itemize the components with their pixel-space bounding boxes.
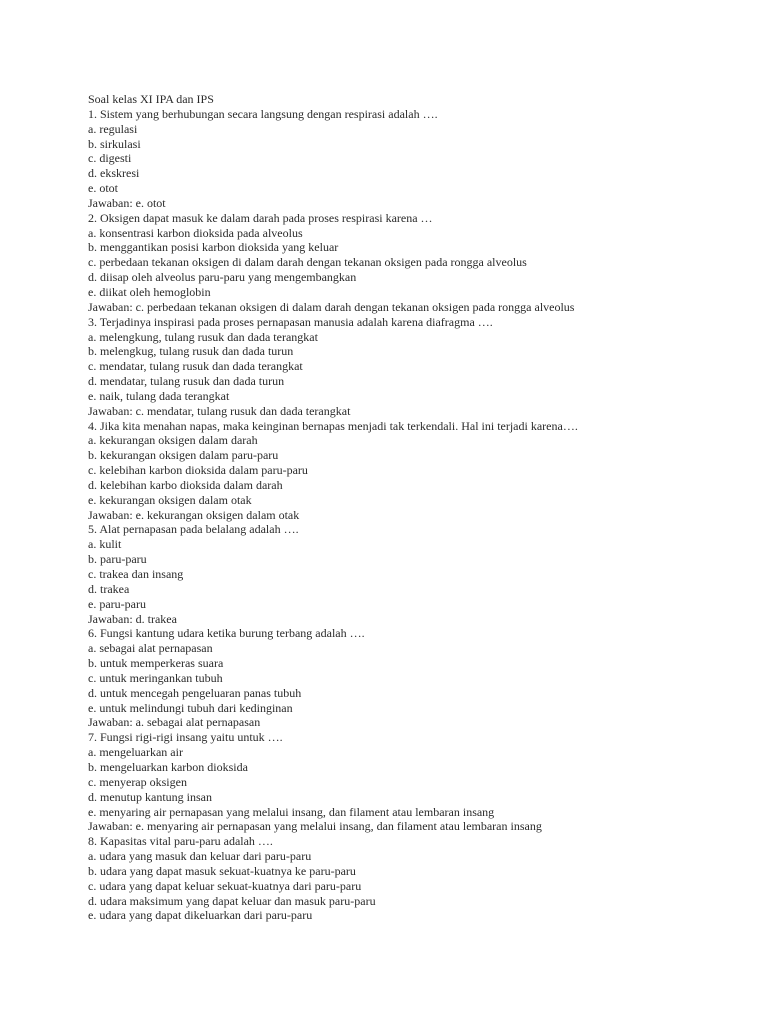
option-6e: e. untuk melindungi tubuh dari kedinginan [88, 700, 293, 715]
option-4d: d. kelebihan karbo dioksida dalam darah [88, 477, 283, 492]
option-6d: d. untuk mencegah pengeluaran panas tubuh [88, 685, 302, 700]
option-5a: a. kulit [88, 537, 122, 552]
option-7b: b. mengeluarkan karbon dioksida [88, 759, 248, 774]
option-5d: d. trakea [88, 581, 130, 596]
question-8: 8. Kapasitas vital paru-paru adalah …. [88, 834, 273, 849]
option-8d: d. udara maksimum yang dapat keluar dan masuk paru-paru [88, 893, 376, 908]
option-5c: c. trakea dan insang [88, 567, 184, 581]
question-6: 6. Fungsi kantung udara ketika burung terbang adalah …. [88, 626, 365, 641]
option-3e: e. naik, tulang dada terangkat [88, 388, 230, 403]
option-8b: b. udara yang dapat masuk sekuat-kuatnya ke paru-paru [88, 863, 356, 878]
option-3c: c. mendatar, tulang rusuk dan dada terangkat [88, 359, 303, 374]
document-title: Soal kelas XI IPA dan IPS [88, 92, 214, 106]
option-6c: c. untuk meringankan tubuh [88, 670, 223, 685]
option-2d: d. diisap oleh alveolus paru-paru yang mengembangkan [88, 270, 357, 285]
question-7: 7. Fungsi rigi-rigi insang yaitu untuk …. [88, 730, 283, 745]
option-3d: d. mendatar, tulang rusuk dan dada turun [88, 374, 285, 389]
option-8a: a. udara yang masuk dan keluar dari paru-paru [88, 849, 312, 864]
option-3a: a. melengkung, tulang rusuk dan dada terangkat [88, 329, 318, 344]
option-7a: a. mengeluarkan air [88, 745, 183, 760]
answer-1: Jawaban: e. otot [88, 195, 166, 210]
document-page [88, 92, 748, 923]
option-1e: e. otot [88, 181, 118, 196]
option-2e: e. diikat oleh hemoglobin [88, 284, 211, 299]
option-7c: c. menyerap oksigen [88, 774, 187, 789]
answer-3: Jawaban: c. mendatar, tulang rusuk dan dada terangkat [88, 403, 351, 418]
option-1b: b. sirkulasi [88, 136, 141, 151]
option-5e: e. paru-paru [88, 596, 146, 611]
question-2: 2. Oksigen dapat masuk ke dalam darah pada proses respirasi karena … [88, 210, 433, 225]
answer-2: Jawaban: c. perbedaan tekanan oksigen di dalam darah dengan tekanan oksigen pada rongga alveolus [88, 299, 575, 314]
option-8e: e. udara yang dapat dikeluarkan dari paru-paru [88, 908, 313, 923]
answer-4: Jawaban: e. kekurangan oksigen dalam otak [88, 507, 300, 522]
option-4a: a. kekurangan oksigen dalam darah [88, 433, 258, 448]
answer-7: Jawaban: e. menyaring air pernapasan yang melalui insang, dan filament atau lembaran insang [88, 819, 542, 834]
question-3: 3. Terjadinya inspirasi pada proses pernapasan manusia adalah karena diafragma …. [88, 314, 493, 329]
question-4: 4. Jika kita menahan napas, maka keinginan bernapas menjadi tak terkendali. Hal ini terjadi karena…. [88, 418, 578, 433]
option-5b: b. paru-paru [88, 552, 147, 567]
option-4e: e. kekurangan oksigen dalam otak [88, 492, 252, 507]
answer-5: Jawaban: d. trakea [88, 611, 177, 626]
option-1c: c. digesti [88, 151, 132, 166]
option-2c: c. perbedaan tekanan oksigen di dalam darah dengan tekanan oksigen pada rongga alveolus [88, 255, 527, 270]
option-6b: b. untuk memperkeras suara [88, 656, 224, 671]
option-4b: b. kekurangan oksigen dalam paru-paru [88, 448, 279, 463]
answer-6: Jawaban: a. sebagai alat pernapasan [88, 715, 261, 730]
option-2a: a. konsentrasi karbon dioksida pada alveolus [88, 225, 303, 240]
option-7e: e. menyaring air pernapasan yang melalui insang, dan filament atau lembaran insang [88, 804, 495, 819]
option-6a: a. sebagai alat pernapasan [88, 641, 213, 656]
option-4c: c. kelebihan karbon dioksida dalam paru-paru [88, 463, 308, 478]
option-3b: b. melengkug, tulang rusuk dan dada turun [88, 344, 294, 359]
option-8c: c. udara yang dapat keluar sekuat-kuatnya dari paru-paru [88, 878, 362, 893]
option-2b: b. menggantikan posisi karbon dioksida yang keluar [88, 240, 339, 255]
question-5: 5. Alat pernapasan pada belalang adalah …. [88, 522, 299, 537]
option-7d: d. menutup kantung insan [88, 789, 212, 804]
question-1: 1. Sistem yang berhubungan secara langsung dengan respirasi adalah …. [88, 106, 438, 121]
option-1a: a. regulasi [88, 121, 138, 136]
option-1d: d. ekskresi [88, 166, 140, 181]
